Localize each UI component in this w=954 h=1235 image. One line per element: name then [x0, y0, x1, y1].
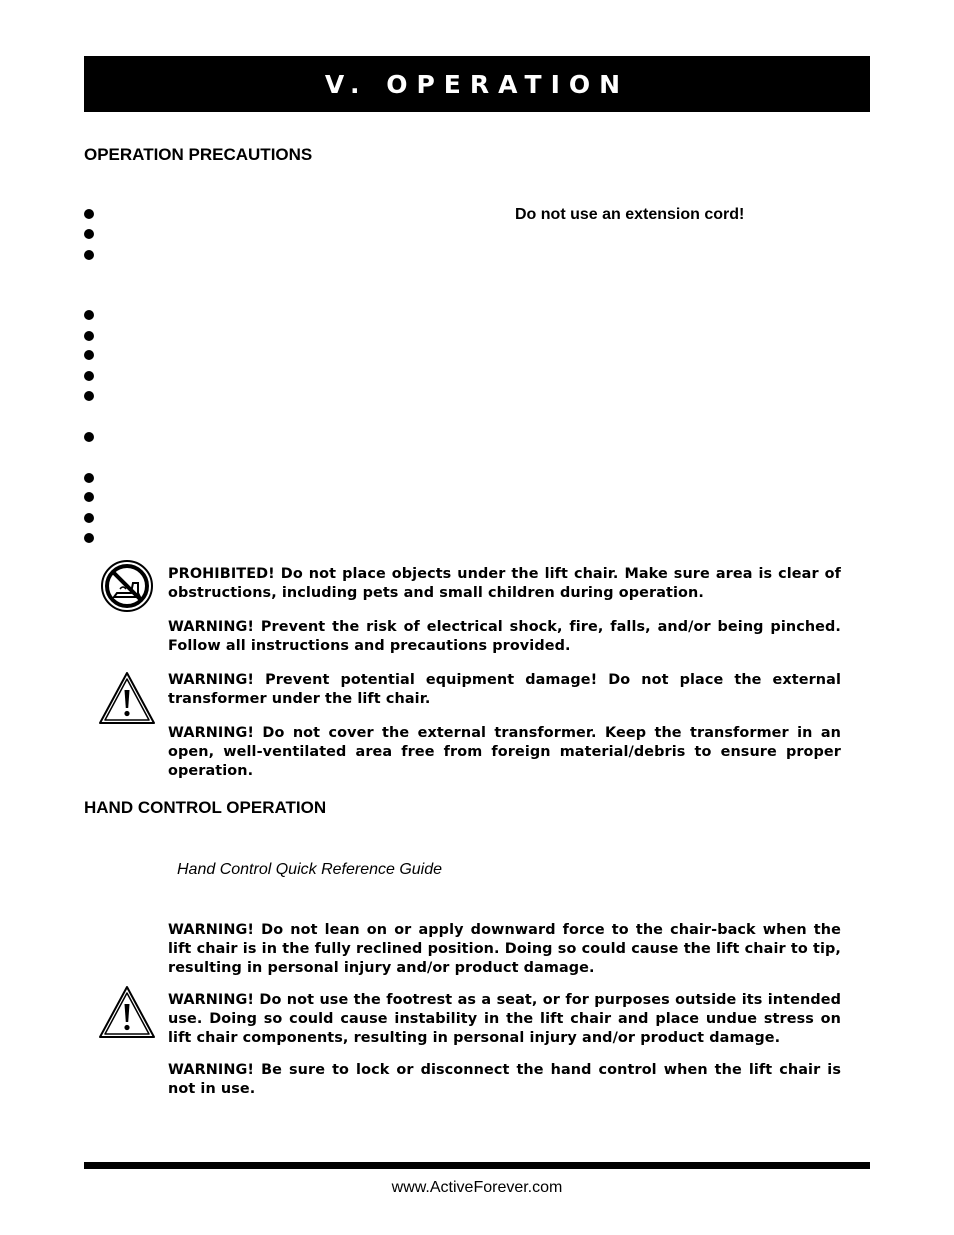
bullet-1: [84, 209, 94, 219]
warning-transformer-cover: WARNING! Do not cover the external transformer. Keep the transformer in an open, well-ventilated area free from foreign material/debris to ensure proper operation.: [168, 725, 841, 779]
hand-control-heading: HAND CONTROL OPERATION: [84, 798, 327, 817]
bullet-12: [84, 513, 94, 523]
warning-footrest-seat: WARNING! Do not use the footrest as a seat, or for purposes outside its intended use. Doing so could cause instability in the lift chair and place undue stress on lift chair components, resulting in personal injury and/or product damage.: [168, 992, 841, 1046]
warning-electrical-shock: WARNING! Prevent the risk of electrical shock, fire, falls, and/or being pinched. Follow all instructions and precautions provided.: [168, 619, 841, 654]
bullet-3: [84, 250, 94, 260]
warning-triangle-icon: [97, 670, 157, 726]
hand-control-reference: Hand Control Quick Reference Guide: [177, 861, 443, 878]
warning-prohibited-objects: PROHIBITED! Do not place objects under the lift chair. Make sure area is clear of obstructions, including pets and small children during operation.: [168, 566, 841, 601]
extension-cord-note: Do not use an extension cord!: [515, 206, 745, 223]
bullet-9: [84, 432, 94, 442]
warning-equipment-damage: WARNING! Prevent potential equipment damage! Do not place the external transformer under the lift chair.: [168, 672, 841, 707]
precautions-heading: OPERATION PRECAUTIONS: [84, 145, 313, 164]
bullet-8: [84, 391, 94, 401]
bullet-5: [84, 331, 94, 341]
bullet-2: [84, 229, 94, 239]
section-title-banner: [84, 56, 870, 112]
bullet-6: [84, 350, 94, 360]
section-title: V. OPERATION: [324, 69, 630, 99]
bullet-11: [84, 492, 94, 502]
bullet-7: [84, 371, 94, 381]
bullet-10: [84, 473, 94, 483]
warning-lock-hand-control: WARNING! Be sure to lock or disconnect the hand control when the lift chair is not in use.: [168, 1062, 841, 1097]
footer-url: www.ActiveForever.com: [391, 1179, 563, 1196]
bullet-13: [84, 533, 94, 543]
warning-chair-back-lean: WARNING! Do not lean on or apply downward force to the chair-back when the lift chair is in the fully reclined position. Doing so could cause the lift chair to tip, resulting in personal injury and/or product damage.: [168, 922, 841, 976]
bullet-4: [84, 310, 94, 320]
footer-rule: [84, 1162, 870, 1169]
no-objects-under-chair-icon: [100, 559, 154, 613]
warning-triangle-icon: [97, 984, 157, 1040]
